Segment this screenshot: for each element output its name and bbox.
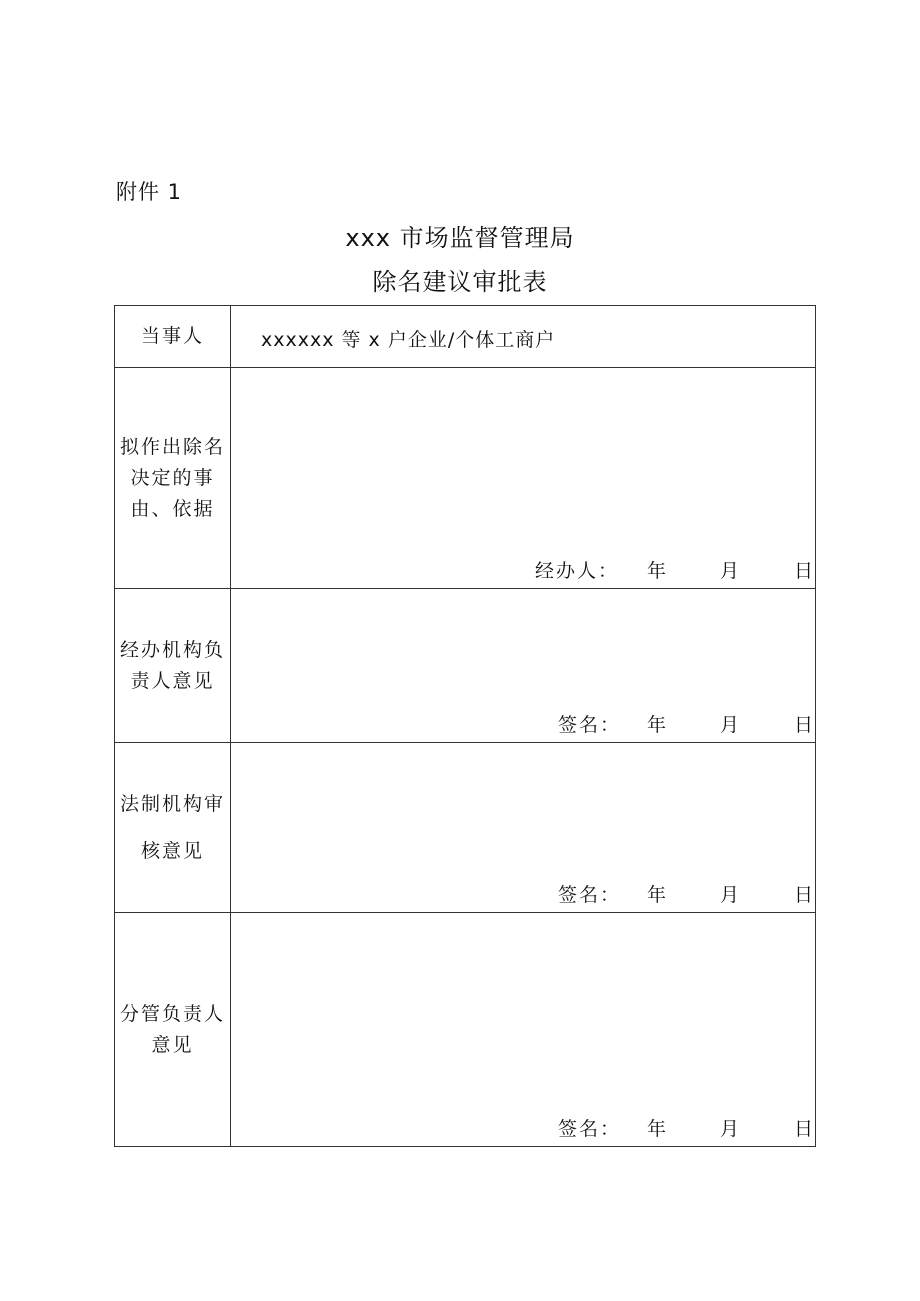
- leader-label-cell: [115, 913, 231, 1147]
- reason-sign-line: [415, 556, 815, 584]
- handling-head-label-cell: [115, 589, 231, 743]
- signature-label: 签名：: [558, 714, 622, 736]
- leader-label-line: 分管负责人: [119, 1002, 225, 1025]
- label-spacer: [115, 820, 230, 836]
- day-label: 日: [794, 714, 816, 736]
- party-label-cell: [115, 306, 231, 368]
- leader-row: [115, 913, 816, 1147]
- legal-review-label-cell: [115, 743, 231, 913]
- page-title: xxx 市场监督管理局: [345, 224, 575, 252]
- month-label: 月: [720, 714, 742, 736]
- leader-label-line: 意见: [151, 1033, 194, 1056]
- year-label: 年: [647, 560, 669, 582]
- page-subtitle: 除名建议审批表: [372, 268, 548, 296]
- day-label: 日: [794, 560, 816, 582]
- handling-head-label-line: 责人意见: [130, 669, 215, 692]
- legal-review-label-line: 法制机构审: [119, 792, 225, 815]
- reason-label-cell: [115, 368, 231, 589]
- signature-label: 签名：: [558, 884, 622, 906]
- reason-content-cell[interactable]: [231, 368, 816, 589]
- party-row: [115, 306, 816, 368]
- legal-review-label-line: 核意见: [140, 839, 204, 862]
- party-value: xxxxxx 等 x 户企业/个体工商户: [261, 329, 556, 351]
- party-label: 当事人: [140, 325, 204, 347]
- reason-row: [115, 368, 816, 589]
- signature-label: 签名：: [558, 1118, 622, 1140]
- attachment-label: 附件 1: [116, 180, 183, 204]
- handling-head-label-line: 经办机构负: [119, 638, 225, 661]
- year-label: 年: [647, 884, 669, 906]
- month-label: 月: [720, 560, 742, 582]
- year-label: 年: [647, 1118, 669, 1140]
- leader-sign-line: [415, 1114, 815, 1142]
- year-label: 年: [647, 714, 669, 736]
- handling-head-content-cell[interactable]: [231, 589, 816, 743]
- legal-review-content-cell[interactable]: [231, 743, 816, 913]
- reason-label-line: 由、依据: [130, 497, 215, 520]
- legal-review-row: [115, 743, 816, 913]
- day-label: 日: [794, 1118, 816, 1140]
- day-label: 日: [794, 884, 816, 906]
- legal-review-sign-line: [415, 880, 815, 908]
- reason-label-line: 决定的事: [130, 466, 215, 489]
- handling-head-sign-line: [415, 710, 815, 738]
- handling-head-row: [115, 589, 816, 743]
- approval-form-table: [114, 305, 816, 1147]
- month-label: 月: [720, 1118, 742, 1140]
- reason-label-line: 拟作出除名: [119, 435, 225, 458]
- party-value-cell[interactable]: [231, 306, 816, 368]
- leader-content-cell[interactable]: [231, 913, 816, 1147]
- month-label: 月: [720, 884, 742, 906]
- handler-label: 经办人：: [535, 560, 620, 582]
